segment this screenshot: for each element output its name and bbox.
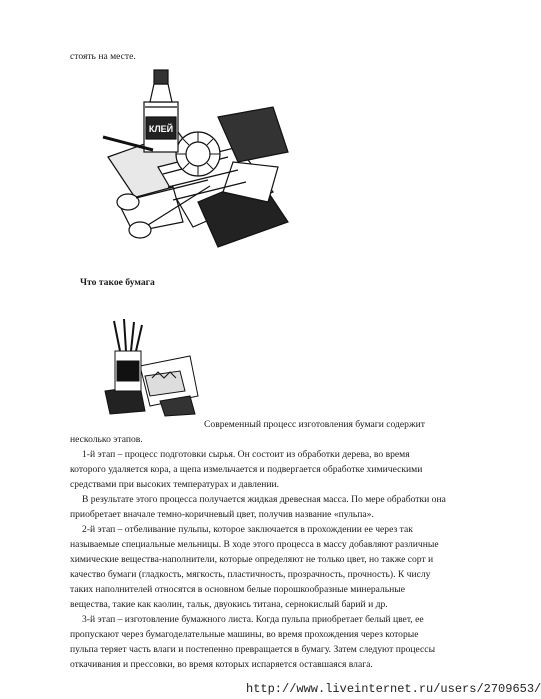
body-line: В результате этого процесса получается жидкая древесная масса. По мере обработки она	[82, 494, 446, 505]
body-line: таких наполнителей относятся в основном белые порошкообразные минеральные	[70, 584, 405, 595]
body-line: пропускают через бумагоделательные машины, во время прохождения через которые	[70, 629, 419, 640]
body-line: называемые специальные мельницы. В ходе этого процесса в массу добавляют различные	[70, 539, 439, 550]
body-line: пульпа теряет часть влаги и постепенно превращается в бумагу. Затем следуют процессы	[70, 644, 436, 655]
body-line: 3-й этап – изготовление бумажного листа. Когда пульпа приобретает белый цвет, ее	[82, 614, 424, 625]
body-line: 1-й этап – процесс подготовки сырья. Он состоит из обработки дерева, во время	[82, 449, 410, 460]
body-line: вещества, такие как каолин, тальк, двуокись титана, сернокислый барий и др.	[70, 599, 388, 610]
glue-scissors-illustration	[98, 62, 298, 262]
pencil-cup-illustration	[100, 316, 200, 416]
body-line: Современный процесс изготовления бумаги содержит	[204, 419, 425, 430]
body-line: 2-й этап – отбеливание пульпы, которое заключается в прохождении ее через так	[82, 524, 413, 535]
body-line: несколько этапов.	[70, 434, 143, 445]
section-heading: Что такое бумага	[80, 277, 155, 288]
top-line: стоять на месте.	[70, 51, 136, 62]
body-line: которого удаляется кора, а щепа измельчается и подвергается обработке химическими	[70, 464, 423, 475]
body-line: качество бумаги (гладкость, мягкость, пластичность, прозрачность, прочность). К числу	[70, 569, 431, 580]
body-line: приобретает вначале темно-коричневый цвет, получив название «пульпа».	[70, 509, 374, 520]
bottle-label: КЛЕЙ	[148, 124, 174, 134]
body-line: средствами при высоких температурах и давлении.	[70, 479, 280, 490]
footer-url: http://www.liveinternet.ru/users/2709653/	[246, 682, 541, 696]
body-line: химические вещества-наполнители, которые определяют не только цвет, но также сорт и	[70, 554, 434, 565]
body-line: откачивания и прессовки, во время которых испаряется оставшаяся влага.	[70, 659, 373, 670]
